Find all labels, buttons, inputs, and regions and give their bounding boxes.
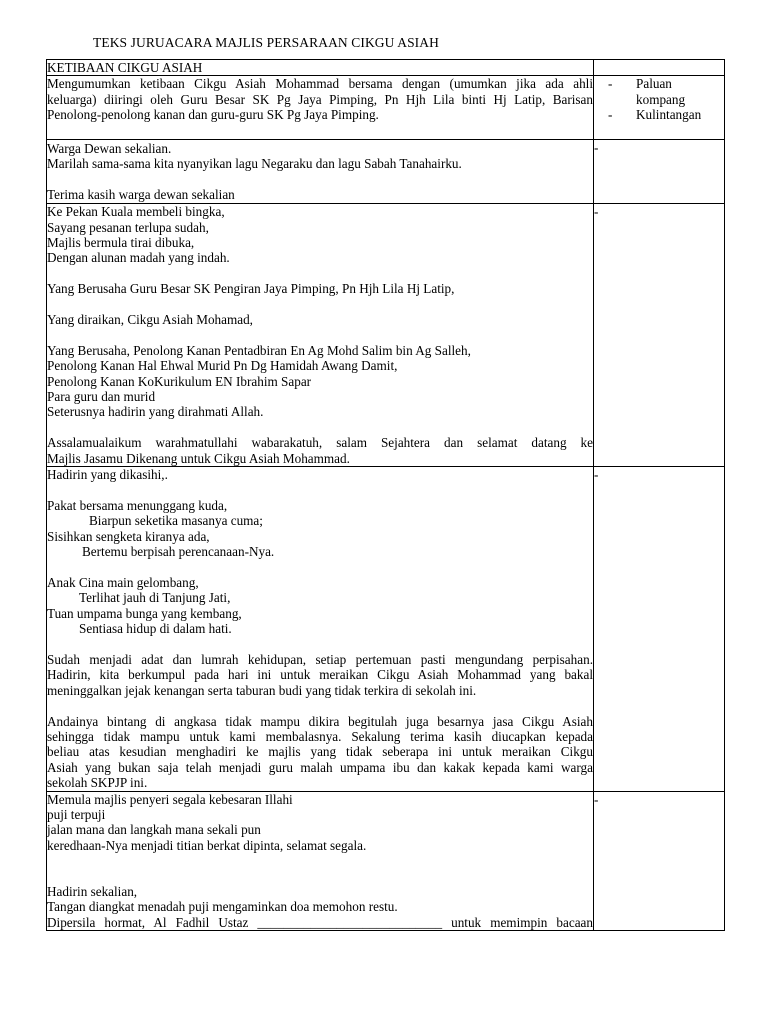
dash-marker: - [594, 139, 599, 155]
table-row [47, 139, 725, 204]
guest-line: Para guru dan murid [47, 389, 156, 405]
verse-line: puji terpuji [47, 806, 106, 822]
verse-line: keredhaan-Nya menjadi titian berkat dipinta, selamat segala. [47, 837, 367, 853]
table-row [47, 76, 725, 139]
script-cell [47, 139, 594, 204]
script-cell [47, 791, 594, 931]
script-line: Penolong-penolong kanan dan guru-guru SK Pg Jaya Pimping. [47, 107, 379, 123]
guest-line: Yang Berusaha, Penolong Kanan Pentadbiran En Ag Mohd Salim bin Ag Salleh, [47, 342, 471, 358]
pantun-line: Pakat bersama menunggang kuda, [47, 497, 228, 513]
cue-text: Paluan kompang [636, 76, 686, 107]
table-row [47, 791, 725, 931]
cue-item [608, 107, 724, 122]
cue-cell [594, 76, 725, 139]
guest-line: Penolong Kanan Hal Ehwal Murid Pn Dg Hamidah Awang Damit, [47, 358, 398, 374]
script-cell [47, 467, 594, 791]
script-cell [47, 204, 594, 467]
pantun-line: Majlis bermula tirai dibuka, [47, 235, 195, 251]
script-line: Mengumumkan ketibaan Cikgu Asiah Mohammad bersama dengan (umumkan jika ada ahli [47, 76, 593, 92]
paragraph-line: beliau atas kesudian menghadiri ke majlis yang tidak seberapa ini untuk meraikan Cikgu [47, 744, 593, 760]
paragraph-line: sehingga tidak mampu untuk kami membalasnya. Sekalung terima kasih diucapkan kepada [47, 728, 593, 744]
cue-cell [594, 204, 725, 467]
dash-marker: - [594, 791, 599, 807]
script-line: Tangan diangkat menadah puji mengaminkan doa memohon restu. [47, 899, 398, 915]
section-heading: KETIBAAN CIKGU ASIAH [47, 60, 594, 76]
guest-line: Yang Berusaha Guru Besar SK Pengiran Jaya Pimping, Pn Hjh Lila Hj Latip, [47, 281, 455, 297]
guest-line: Penolong Kanan KoKurikulum EN Ibrahim Sapar [47, 373, 312, 389]
paragraph-line: Sudah menjadi adat dan lumrah kehidupan, setiap pertemuan pasti mengundang perpisahan. [47, 651, 593, 667]
pantun-line: Terlihat jauh di Tanjung Jati, [79, 590, 231, 606]
cue-cell [594, 467, 725, 791]
pantun-line: Biarpun seketika masanya cuma; [89, 513, 263, 529]
pantun-line: Tuan umpama bunga yang kembang, [47, 605, 242, 621]
greeting-line: Majlis Jasamu Dikenang untuk Cikgu Asiah Mohammad. [47, 450, 350, 466]
paragraph-line: Andainya bintang di angkasa tidak mampu dikira begitulah juga besarnya jasa Cikgu Asiah [47, 713, 593, 729]
cue-item [608, 76, 724, 107]
table-row [47, 467, 725, 791]
verse-line: Memula majlis penyeri segala kebesaran Illahi [47, 791, 293, 807]
pantun-line: Sentiasa hidup di dalam hati. [79, 621, 232, 637]
table-row [47, 60, 725, 76]
guest-line: Yang diraikan, Cikgu Asiah Mohamad, [47, 312, 253, 328]
dash-marker: - [594, 204, 599, 220]
script-cell [47, 76, 594, 139]
script-line: Hadirin yang dikasihi,. [47, 467, 168, 483]
pantun-line: Sayang pesanan terlupa sudah, [47, 219, 209, 235]
script-line: Hadirin sekalian, [47, 883, 138, 899]
greeting-line: Assalamualaikum warahmatullahi wabarakatuh, salam Sejahtera dan selamat datang ke [47, 435, 593, 451]
pantun-line: Anak Cina main gelombang, [47, 574, 199, 590]
script-table [46, 59, 725, 931]
cue-cell [594, 791, 725, 931]
script-line: Warga Dewan sekalian. [47, 140, 172, 156]
script-line: Terima kasih warga dewan sekalian [47, 186, 235, 202]
cue-cell [594, 60, 725, 76]
pantun-line: Dengan alunan madah yang indah. [47, 250, 230, 266]
paragraph-line: sekolah SKPJP ini. [47, 775, 148, 791]
pantun-line: Ke Pekan Kuala membeli bingka, [47, 204, 225, 220]
script-line: Dipersila hormat, Al Fadhil Ustaz ____________________________ untuk memimpin bacaan [47, 914, 593, 930]
script-line: Marilah sama-sama kita nyanyikan lagu Negaraku dan lagu Sabah Tanahairku. [47, 156, 462, 172]
dash-marker: - [608, 107, 613, 123]
verse-line: jalan mana dan langkah mana sekali pun [47, 822, 261, 838]
script-line: keluarga) diiringi oleh Guru Besar SK Pg Jaya Pimping, Pn Hjh Lila binti Hj Latip, Barisan [47, 91, 593, 107]
paragraph-line: Asiah yang bukan saja telah menjadi guru malah umpama ibu dan kakak kepada kami warga [47, 759, 593, 775]
document-title: TEKS JURUACARA MAJLIS PERSARAAN CIKGU ASIAH [93, 35, 439, 50]
pantun-line: Sisihkan sengketa kiranya ada, [47, 528, 210, 544]
paragraph-line: Hadirin, kita berkumpul pada hari ini untuk meraikan Cikgu Asiah Mohammad yang bakal [47, 667, 593, 683]
dash-marker: - [608, 76, 613, 92]
pantun-line: Bertemu berpisah perencanaan-Nya. [82, 544, 275, 560]
cue-list [608, 76, 724, 122]
dash-marker: - [594, 467, 599, 483]
table-row [47, 204, 725, 467]
cue-text: Kulintangan [636, 107, 702, 123]
guest-line: Seterusnya hadirin yang dirahmati Allah. [47, 404, 264, 420]
cue-cell [594, 139, 725, 204]
paragraph-line: meninggalkan jejak kenangan serta taburan budi yang tidak terkira di sekolah ini. [47, 682, 477, 698]
